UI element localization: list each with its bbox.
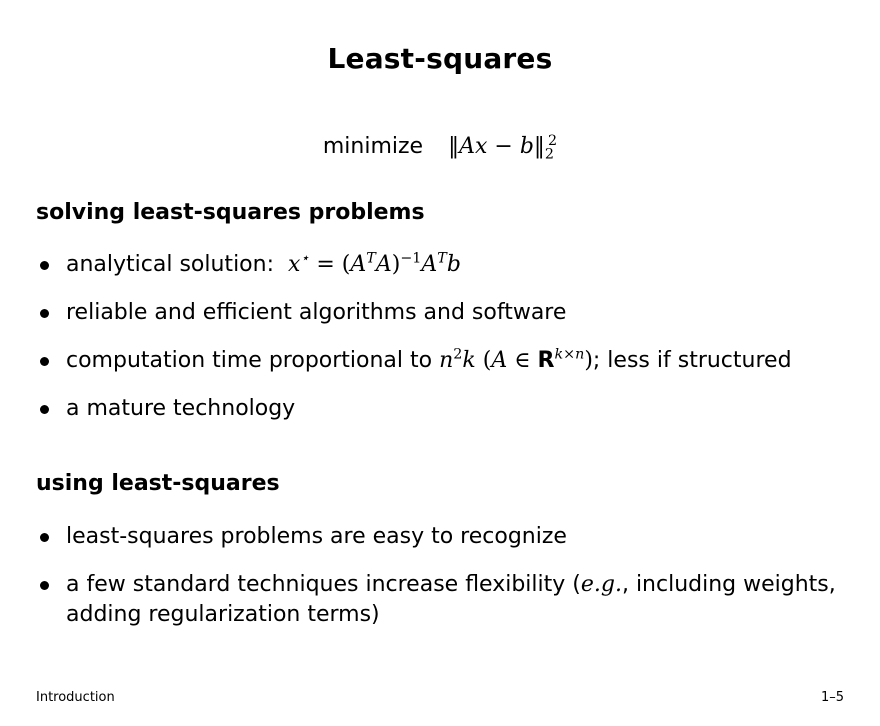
bullet-analytical-solution: analytical solution: $x^⋆ = (A^TA)^{-1}A^Tb$ [36, 250, 840, 280]
bullet-reliable-algorithms: reliable and efficient algorithms and software [36, 298, 840, 328]
bullet-list-solving [36, 250, 840, 424]
bullet-dot [40, 261, 49, 270]
bullet-dot [40, 309, 49, 318]
bullet-standard-techniques: a few standard techniques increase flexibility (e.g., including weights, adding regularization terms) [36, 570, 840, 630]
bullet-dot [40, 357, 49, 366]
section-heading-using: using least-squares [36, 471, 280, 496]
footer-section-name: Introduction [36, 690, 115, 705]
section-heading-solving: solving least-squares problems [36, 200, 425, 225]
bullet-dot [40, 405, 49, 414]
bullet-list-using [36, 522, 840, 630]
analytical-solution-formula: $x^⋆ = (A^TA)^{-1}A^Tb$ [287, 250, 461, 277]
objective-line [0, 132, 880, 163]
bullet-dot [40, 533, 49, 542]
bullet-computation-time: computation time proportional to $n^2k$ (A ∈ $R^{k\times n}$); less if structured [36, 346, 840, 376]
bullet-mature-technology: a mature technology [36, 394, 840, 424]
objective-word: minimize [322, 134, 424, 159]
footer-page-number: 1–5 [820, 690, 844, 705]
slide-title: Least-squares [327, 42, 553, 75]
bullet-easy-to-recognize: least-squares problems are easy to recognize [36, 522, 840, 552]
bullet-dot [40, 581, 49, 590]
objective-expression: ‖Ax − $b‖_2^2$ [448, 132, 558, 163]
complexity-formula: $n^2k$ (A ∈ $R^{k\times n}$) [439, 346, 593, 373]
